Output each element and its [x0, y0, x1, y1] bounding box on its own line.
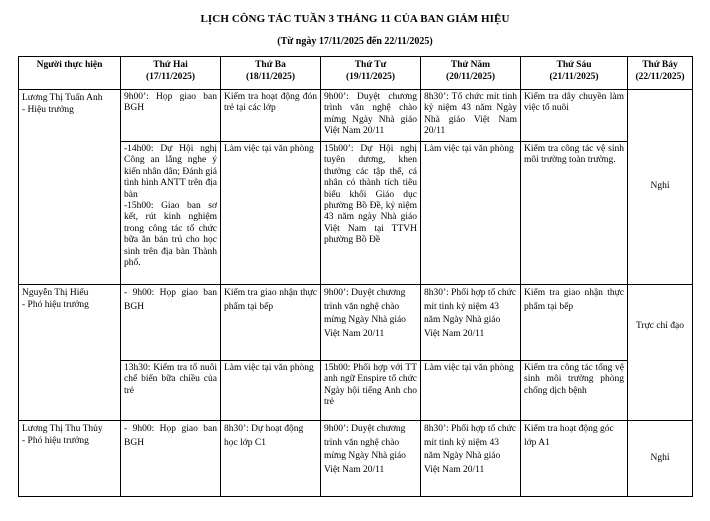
table-cell: 8h30’: Phối hợp tổ chức mít tinh kỷ niệm 43 năm Ngày Nhà giáo Việt Nam 20/11 [421, 285, 521, 361]
table-cell: - 9h00: Họp giao ban BGH [121, 285, 221, 361]
table-cell: 15h00’: Dự Hội nghị tuyên dương, khen thưởng các tập thể, cá nhân có thành tích tiêu biểu khối Giáo dục phường Bồ Đề, kỷ niệm 43 năm ngày Nhà giáo Việt Nam tại TTVH phường Bồ Đề [321, 142, 421, 285]
table-cell: 9h00’: Họp giao ban BGH [121, 90, 221, 142]
header-tuesday: Thứ Ba (18/11/2025) [221, 57, 321, 90]
person-cell [19, 421, 121, 497]
table-cell: -14h00: Dự Hội nghị Công an lắng nghe ý kiến nhân dân; Đánh giá tình hình ANTT trên địa bàn -15h00: Giao ban sơ kết, rút kinh nghiệm trong công tác tổ chức bữa ăn bán trú cho học sinh trên địa bàn Thành phố. [121, 142, 221, 285]
table-cell: Kiểm tra giao nhận thực phẩm tại bếp [521, 285, 628, 361]
table-cell: Làm việc tại văn phòng [221, 142, 321, 285]
person-cell [19, 90, 121, 285]
document-title: LỊCH CÔNG TÁC TUẦN 3 THÁNG 11 CỦA BAN GIÁM HIỆU [200, 13, 510, 25]
table-row [19, 285, 693, 361]
saturday-cell: Nghỉ [628, 421, 693, 497]
table-row [19, 421, 693, 497]
header-thursday: Thứ Năm (20/11/2025) [421, 57, 521, 90]
table-cell: 8h30’: Tổ chức mít tinh kỷ niệm 43 năm Ngày Nhà giáo Việt Nam 20/11 [421, 90, 521, 142]
table-cell: Kiểm tra giao nhận thực phẩm tại bếp [221, 285, 321, 361]
header-friday: Thứ Sáu (21/11/2025) [521, 57, 628, 90]
document-subtitle: (Từ ngày 17/11/2025 đến 22/11/2025) [277, 36, 433, 47]
table-cell: 9h00’: Duyệt chương trình văn nghệ chào mừng Ngày Nhà giáo Việt Nam 20/11 [321, 90, 421, 142]
table-cell: 9h00’: Duyệt chương trình văn nghệ chào mừng Ngày Nhà giáo Việt Nam 20/11 [321, 285, 421, 361]
table-cell: Kiểm tra công tác tổng vệ sinh môi trường phòng chống dịch bệnh [521, 361, 628, 421]
table-cell: 15h00: Phối hợp với TT anh ngữ Enspire tổ chức Ngày hội tiếng Anh cho trẻ [321, 361, 421, 421]
table-cell: 9h00’: Duyệt chương trình văn nghệ chào mừng Ngày Nhà giáo Việt Nam 20/11 [321, 421, 421, 497]
person-role: - Phó hiệu trưởng [22, 436, 89, 446]
person-name: Lương Thị Tuấn Anh [22, 93, 103, 103]
header-row [19, 57, 693, 90]
table-row [19, 90, 693, 142]
table-cell: Kiểm tra hoạt động đón trẻ tại các lớp [221, 90, 321, 142]
table-cell: Kiểm tra công tác vệ sinh môi trường toàn trường. [521, 142, 628, 285]
person-role: - Hiệu trưởng [22, 105, 74, 115]
table-cell: Làm việc tại văn phòng [221, 361, 321, 421]
person-cell [19, 285, 121, 421]
table-cell: 13h30: Kiểm tra tổ nuôi chế biến bữa chiều của trẻ [121, 361, 221, 421]
header-monday: Thứ Hai (17/11/2025) [121, 57, 221, 90]
table-cell: Kiểm tra hoạt động góc lớp A1 [521, 421, 628, 497]
table-cell: Làm việc tại văn phòng [421, 361, 521, 421]
header-saturday: Thứ Bảy (22/11/2025) [628, 57, 693, 90]
schedule-table [18, 56, 693, 497]
person-role: - Phó hiệu trưởng [22, 300, 89, 310]
table-row [19, 361, 693, 421]
saturday-cell: Trực chỉ đạo [628, 285, 693, 421]
table-cell: Làm việc tại văn phòng [421, 142, 521, 285]
header-wednesday: Thứ Tư (19/11/2025) [321, 57, 421, 90]
table-row [19, 142, 693, 285]
table-cell: Kiểm tra dây chuyền làm việc tổ nuôi [521, 90, 628, 142]
header-person: Người thực hiện [19, 57, 121, 90]
person-name: Nguyễn Thị Hiếu [22, 288, 89, 298]
table-cell: - 9h00: Họp giao ban BGH [121, 421, 221, 497]
table-cell: 8h30’: Phối hợp tổ chức mít tinh kỷ niệm 43 năm Ngày Nhà giáo Việt Nam 20/11 [421, 421, 521, 497]
table-cell: 8h30’: Dự hoạt động học lớp C1 [221, 421, 321, 497]
person-name: Lương Thị Thu Thủy [22, 424, 103, 434]
saturday-cell: Nghỉ [628, 90, 693, 285]
